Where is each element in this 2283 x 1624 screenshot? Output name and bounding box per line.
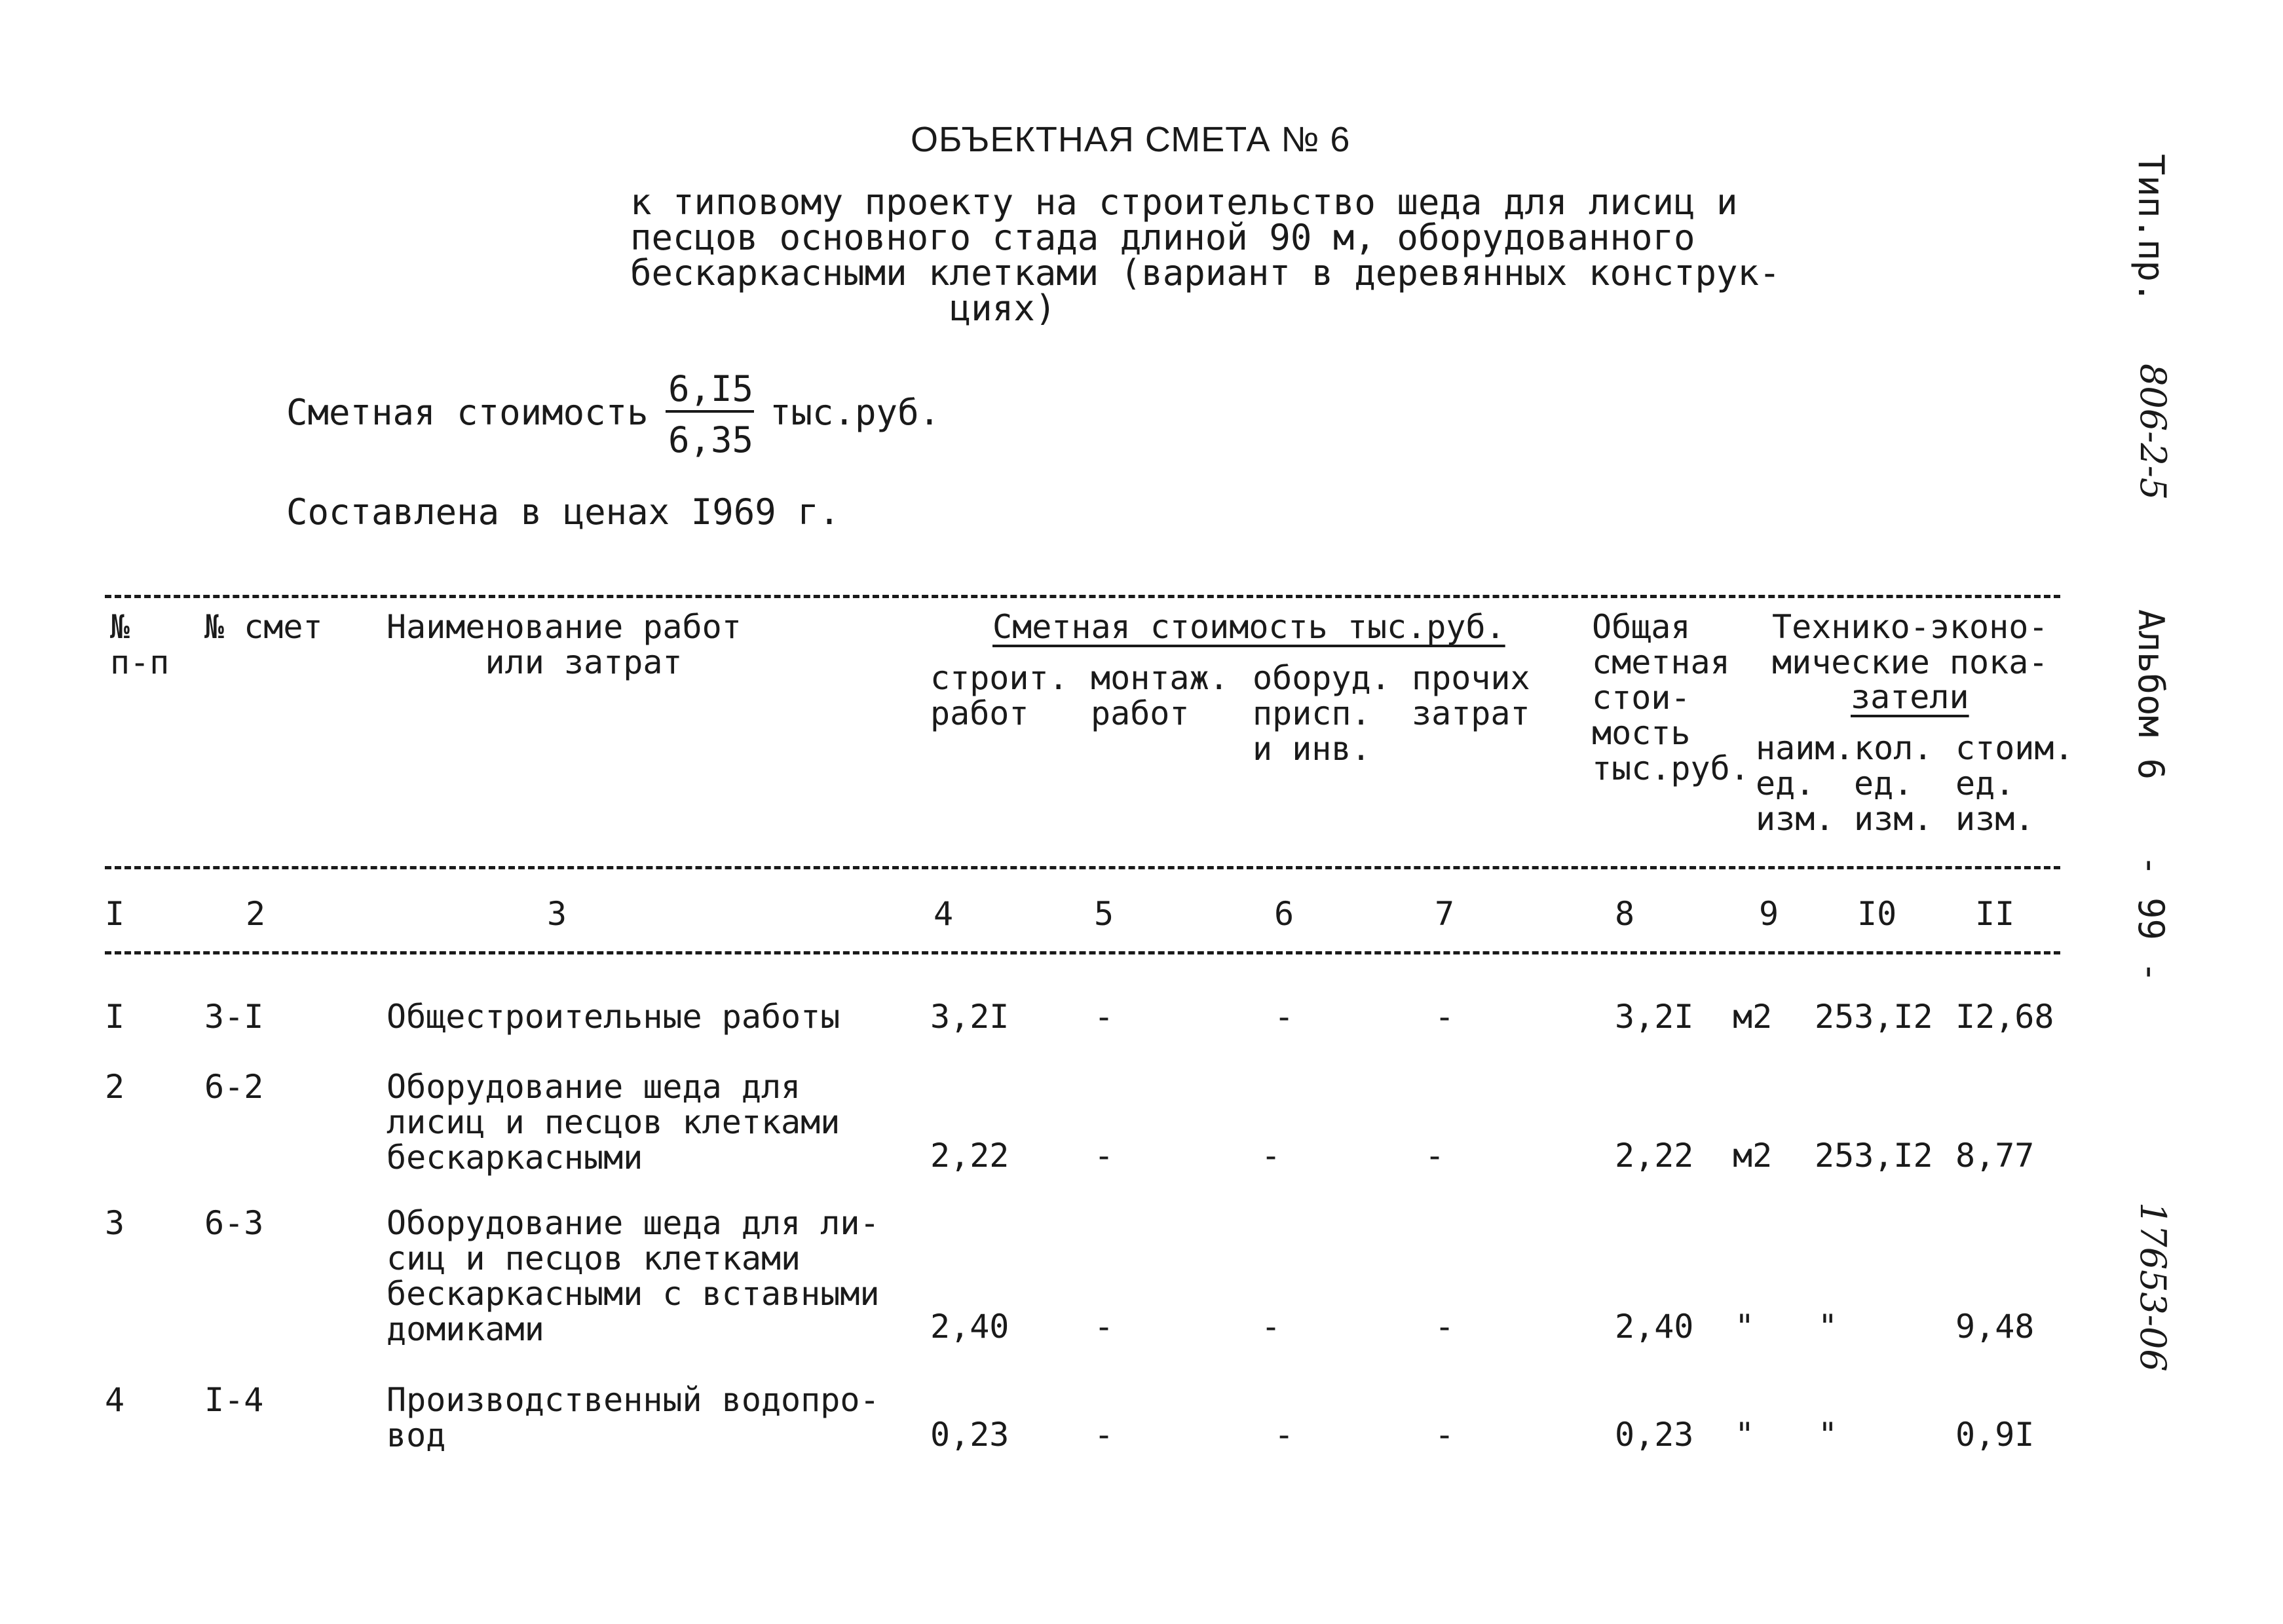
- cell-equip: -: [1261, 1308, 1281, 1346]
- cell-total: 2,22: [1615, 1137, 1694, 1175]
- cell-name: Производственный водопро- вод: [387, 1381, 880, 1454]
- cell-smet: 3-I: [204, 998, 264, 1036]
- cell-mount: -: [1094, 1308, 1114, 1346]
- cost-denominator: 6,35: [668, 419, 754, 461]
- col-number: 7: [1435, 895, 1455, 933]
- cell-other: -: [1435, 1308, 1455, 1346]
- cell-no: I: [105, 998, 125, 1036]
- cell-smet: I-4: [204, 1381, 264, 1419]
- cost-numerator: 6,I5: [668, 368, 754, 409]
- table-rule-header: [105, 866, 2060, 869]
- cell-total: 0,23: [1615, 1416, 1694, 1454]
- cell-cost: I2,68: [1955, 998, 2054, 1036]
- header-unit-cost: стоим. ед. изм.: [1955, 729, 2074, 838]
- header-unit-qty: кол. ед. изм.: [1854, 729, 1933, 838]
- header-tech: Технико-эконо- мические пока-: [1772, 608, 2048, 681]
- col-number: 3: [547, 895, 567, 933]
- cell-unit: м2: [1733, 998, 1773, 1036]
- cell-cost: 8,77: [1955, 1137, 2035, 1175]
- header-mount: монтаж. работ: [1091, 659, 1229, 732]
- table-rule-top: [105, 595, 2060, 598]
- col-number: II: [1975, 895, 2015, 933]
- col-number: 5: [1094, 895, 1114, 933]
- cell-build: 2,40: [930, 1308, 1009, 1346]
- cost-label: Сметная стоимость: [286, 392, 649, 433]
- col-number: 8: [1615, 895, 1635, 933]
- cell-no: 3: [105, 1204, 125, 1242]
- subtitle-line: циях): [630, 288, 1057, 329]
- cell-qty: 253,I2: [1815, 1137, 1933, 1175]
- header-smet: № смет: [204, 608, 323, 646]
- cell-unit: ": [1735, 1416, 1755, 1454]
- header-group-cost: Сметная стоимость тыс.руб.: [992, 608, 1505, 646]
- cell-name: Оборудование шеда для ли- сиц и песцов клетками бескаркасными с вставными домиками: [387, 1204, 880, 1348]
- cost-unit: тыс.руб.: [770, 392, 941, 433]
- header-tech-sub: затели: [1851, 678, 1969, 716]
- subtitle-line: бескаркасными клетками (вариант в деревянных конструк-: [630, 252, 1781, 293]
- cell-unit: м2: [1733, 1137, 1773, 1175]
- document-title: ОБЪЕКТНАЯ СМЕТА № 6: [911, 120, 1351, 159]
- cell-build: 2,22: [930, 1137, 1009, 1175]
- cell-equip: -: [1274, 1416, 1294, 1454]
- prices-note: Составлена в ценах I969 г.: [286, 491, 840, 533]
- header-unit-name: наим. ед. изм.: [1756, 729, 1855, 838]
- header-build: строит. работ: [930, 659, 1068, 732]
- side-typ-project: Тип.пр.: [2130, 154, 2172, 303]
- cell-equip: -: [1274, 998, 1294, 1036]
- cell-smet: 6-2: [204, 1068, 264, 1106]
- header-other: прочих затрат: [1412, 659, 1530, 732]
- cell-equip: -: [1261, 1137, 1281, 1175]
- cell-mount: -: [1094, 1416, 1114, 1454]
- cell-mount: -: [1094, 998, 1114, 1036]
- cell-name: Оборудование шеда для лисиц и песцов клетками бескаркасными: [387, 1068, 840, 1177]
- document-subtitle: [630, 181, 1781, 329]
- cell-mount: -: [1094, 1137, 1114, 1175]
- cell-other: -: [1435, 998, 1455, 1036]
- subtitle-line: к типовому проекту на строительство шеда для лисиц и: [630, 181, 1738, 223]
- cell-name: Общестроительные работы: [387, 998, 840, 1036]
- cell-cost: 0,9I: [1955, 1416, 2035, 1454]
- col-number: 9: [1759, 895, 1779, 933]
- subtitle-line: песцов основного стада длиной 90 м, оборудованного: [630, 217, 1695, 258]
- side-project-number: 806-2-5: [2132, 364, 2174, 500]
- col-number: 6: [1274, 895, 1294, 933]
- table-rule-numbers: [105, 951, 2060, 954]
- cell-smet: 6-3: [204, 1204, 264, 1242]
- side-album: Альбом 6: [2130, 609, 2172, 780]
- col-number: 4: [934, 895, 954, 933]
- cell-other: -: [1425, 1137, 1445, 1175]
- cell-other: -: [1435, 1416, 1455, 1454]
- header-equip: оборуд. присп. и инв.: [1253, 659, 1391, 768]
- cell-qty: ": [1818, 1416, 1838, 1454]
- col-number: I0: [1857, 895, 1897, 933]
- side-inventory-number: 17653-06: [2132, 1202, 2174, 1372]
- cell-qty: 253,I2: [1815, 998, 1933, 1036]
- fraction-line: [666, 410, 754, 413]
- cell-build: 3,2I: [930, 998, 1009, 1036]
- cell-cost: 9,48: [1955, 1308, 2035, 1346]
- header-name: Наименование работ или затрат: [387, 608, 742, 681]
- header-total: Общая сметная стои- мость тыс.руб.: [1592, 608, 1750, 787]
- header-no: № п-п: [110, 608, 170, 681]
- cell-qty: ": [1818, 1308, 1838, 1346]
- side-page-number: - 99 -: [2130, 855, 2172, 983]
- cell-no: 4: [105, 1381, 125, 1419]
- cell-unit: ": [1735, 1308, 1755, 1346]
- col-number: I: [105, 895, 125, 933]
- cell-build: 0,23: [930, 1416, 1009, 1454]
- col-number: 2: [246, 895, 266, 933]
- cell-total: 3,2I: [1615, 998, 1694, 1036]
- cell-no: 2: [105, 1068, 125, 1106]
- cell-total: 2,40: [1615, 1308, 1694, 1346]
